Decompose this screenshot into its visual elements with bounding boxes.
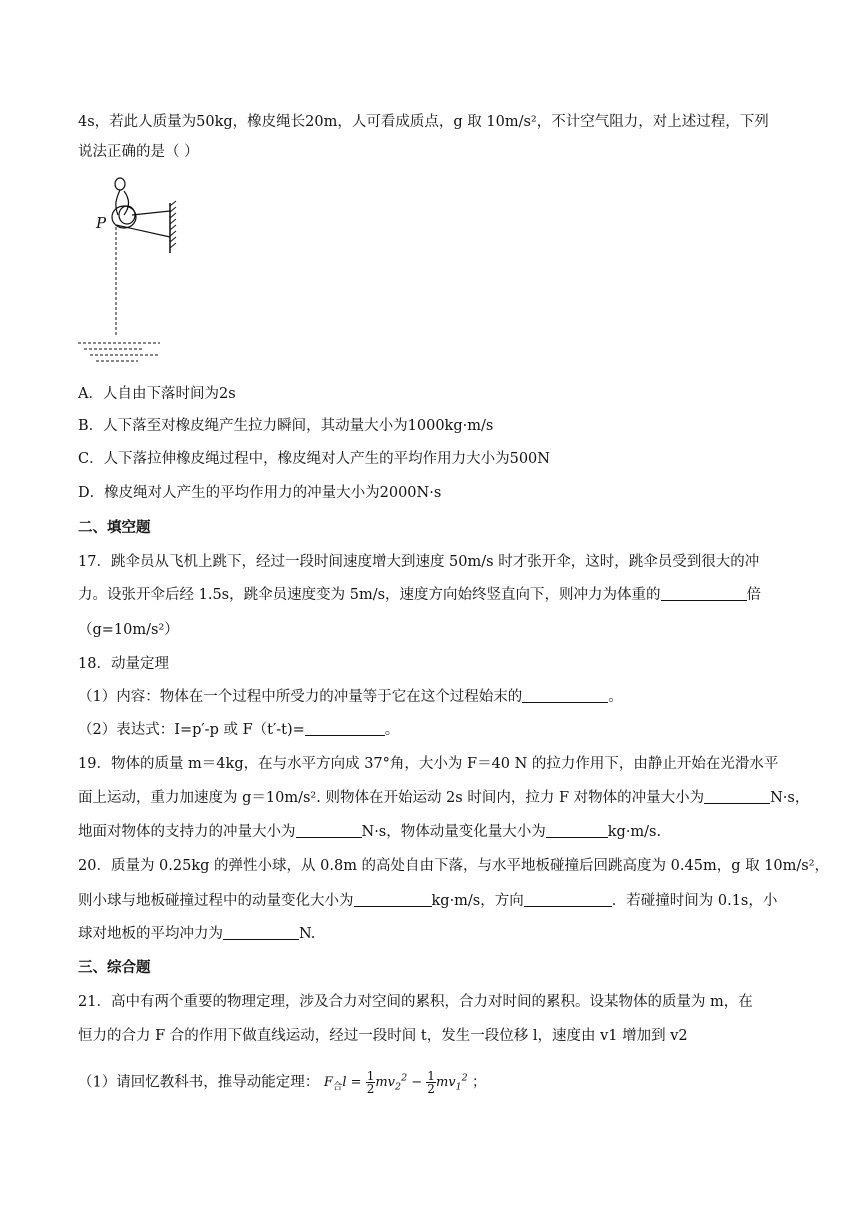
q19-line-2: 面上运动，重力加速度为 g＝10m/s². 则物体在开始运动 2s 时间内，拉力 F 对物体的冲量大小为 N·s， <box>78 790 810 806</box>
answer-blank[interactable] <box>354 891 432 907</box>
answer-blank[interactable] <box>704 788 770 804</box>
figure-label-p: P <box>96 214 107 232</box>
q21-sub-1: （1）请回忆教科书，推导动能定理： $F_合l$ = $\frac{1}{2}$ $mv_2^2$ − $\frac{1}{2}$ $mv_1^2$ ； <box>78 1069 487 1097</box>
answer-blank[interactable] <box>223 924 299 940</box>
q18-title: 18．动量定理 <box>78 656 169 672</box>
q16-line-1: 4s，若此人质量为50kg，橡皮绳长20m，人可看成质点，g 取 10m/s²，不计空气阻力，对上述过程，下列 <box>78 114 769 130</box>
answer-blank[interactable] <box>305 720 385 736</box>
q18-sub-1: （1）内容：物体在一个过程中所受力的冲量等于它在这个过程始末的 。 <box>78 689 623 705</box>
option-c: C．人下落拉伸橡皮绳过程中，橡皮绳对人产生的平均作用力大小为500N <box>78 451 550 467</box>
q20-line-2: 则小球与地板碰撞过程中的动量变化大小为 kg·m/s，方向 ．若碰撞时间为 0.1s，小 <box>78 893 778 909</box>
option-d: D．橡皮绳对人产生的平均作用力的冲量大小为2000N·s <box>78 485 442 501</box>
q20-line-1: 20．质量为 0.25kg 的弹性小球，从 0.8m 的高处自由下落，与水平地板碰撞后回跳高度为 0.45m，g 取 10m/s²， <box>78 858 830 874</box>
q18-sub-2: （2）表达式：I=p′-p 或 F（t′-t)= 。 <box>78 722 400 738</box>
q20-line-3: 球对地板的平均冲力为 N. <box>78 926 316 942</box>
q17-line-1: 17．跳伞员从飞机上跳下，经过一段时间速度增大到速度 50m/s 时才张开伞，这时，跳伞员受到很大的冲 <box>78 554 760 570</box>
answer-blank[interactable] <box>524 891 612 907</box>
q21-line-2: 恒力的合力 F 合的作用下做直线运动，经过一段时间 t，发生一段位移 l，速度由 v1 增加到 v2 <box>78 1028 688 1044</box>
section-heading-comprehensive: 三、综合题 <box>78 959 151 976</box>
answer-blank[interactable] <box>546 822 608 838</box>
option-b: B．人下落至对橡皮绳产生拉力瞬间，其动量大小为1000kg·m/s <box>78 418 494 434</box>
answer-blank[interactable] <box>296 822 362 838</box>
answer-blank[interactable] <box>522 687 608 703</box>
q16-line-2: 说法正确的是（ ） <box>78 144 199 160</box>
kinetic-energy-formula: $F_合l$ = $\frac{1}{2}$ $mv_2^2$ − $\frac{1}{2}$ $mv_1^2$ <box>323 1069 468 1097</box>
section-heading-fill-blank: 二、填空题 <box>78 519 151 536</box>
option-a: A．人自由下落时间为2s <box>78 386 236 402</box>
q17-line-2: 力。设张开伞后经 1.5s，跳伞员速度变为 5m/s，速度方向始终竖直向下，则冲力为体重的 倍 <box>78 587 762 603</box>
bungee-figure <box>78 175 178 370</box>
q19-line-1: 19．物体的质量 m＝4kg，在与水平方向成 37°角，大小为 F＝40 N 的拉力作用下，由静止开始在光滑水平 <box>78 756 779 772</box>
answer-blank[interactable] <box>661 585 747 601</box>
q17-line-3: （g=10m/s²） <box>78 622 179 638</box>
q19-line-3: 地面对物体的支持力的冲量大小为 N·s，物体动量变化量大小为 kg·m/s. <box>78 824 662 840</box>
q21-line-1: 21．高中有两个重要的物理定理，涉及合力对空间的累积，合力对时间的累积。设某物体的质量为 m，在 <box>78 994 753 1010</box>
